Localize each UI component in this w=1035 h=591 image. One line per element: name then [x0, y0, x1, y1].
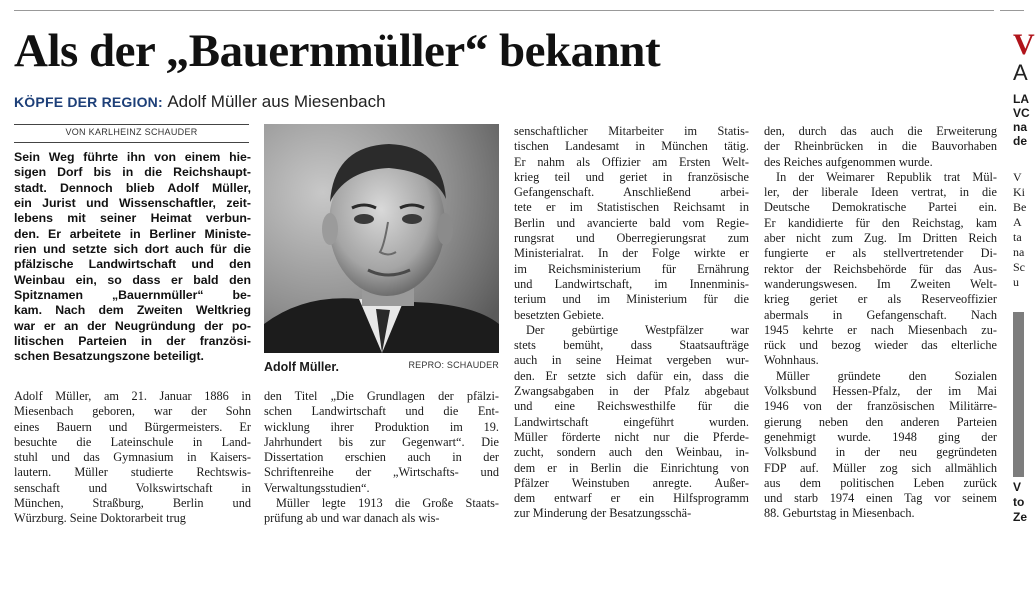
text-line: stadt. Dennoch blieb Adolf Müller,	[14, 180, 251, 195]
kicker	[14, 92, 386, 112]
next-headline-dark: A	[1013, 60, 1028, 85]
next-article-text: VC	[1013, 106, 1030, 120]
text-line: 1946 von der französischen Militärre-	[764, 399, 997, 414]
text-line: stuhl und das Gymnasium in Kaisers-	[14, 450, 251, 465]
text-line: Miesenbach geboren, war der Sohn	[14, 404, 251, 419]
photo-credit: REPRO: SCHAUDER	[408, 360, 499, 370]
text-line: eines Bauern und Bürgermeisters. Er	[14, 419, 251, 434]
text-line: Landwirtschaft eingeführt wurden.	[514, 414, 749, 429]
text-line: schen Landwirtschaft und die Ent-	[264, 404, 499, 419]
text-line: FDP auf. Müller zog sich allmählich	[764, 460, 997, 475]
text-line: Gefangenschaft. Anschließend arbei-	[514, 185, 749, 200]
text-line: rungsrat und Oberregierungsrat zum	[514, 231, 749, 246]
text-line: ler, der liberale Ideen vertrat, in die	[764, 185, 997, 200]
text-line: dem entwarf er ein Hilfsprogramm	[514, 491, 749, 506]
next-article-text: Ki	[1013, 185, 1025, 199]
text-line: und eine Reichswesthilfe für die	[514, 399, 749, 414]
text-line: Verwaltungsstudien“.	[264, 480, 370, 495]
text-line: aber nicht zum Zug. Im Dritten Reich	[764, 231, 997, 246]
portrait-image	[264, 124, 499, 353]
text-line: schen Besatzungszone beteiligt.	[14, 349, 204, 364]
next-article-text: na	[1013, 245, 1025, 259]
text-line: und Landwirtschaft, im Innenminis-	[514, 276, 749, 291]
text-line: krieg geriet er als Reserveoffizier	[764, 292, 997, 307]
text-line: den. Er setzte sich dafür ein, dass die	[514, 368, 749, 383]
text-line: wicklung ihrer Produktion im 19.	[264, 419, 499, 434]
text-line: ein Jurist und Wissenschaftler, zeit-	[14, 196, 251, 211]
text-line: Ministerialrat. In der Folge wirkte er	[514, 246, 749, 261]
lead-paragraph	[14, 150, 251, 365]
text-line: den, durch das auch die Erweiterung	[764, 124, 997, 138]
next-article-text: Ze	[1013, 510, 1028, 524]
text-line: Sein Weg führte ihn von einem hie-	[14, 150, 251, 164]
headline: Als der „Bauernmüller“ bekannt	[14, 25, 661, 77]
byline-rule-bottom	[14, 142, 249, 143]
text-line: zur Minderung der Besatzungsschä-	[514, 506, 692, 521]
text-line: krieg teil und geriet in französische	[514, 169, 749, 184]
text-line: Müller förderte nicht nur die Pferde-	[514, 429, 749, 444]
text-line: Pfälzer Weinstuben anregte. Außer-	[514, 475, 749, 490]
text-line: Zwangsabgaben in der Pfalz abgebaut	[514, 384, 749, 399]
text-line: Deutsche Demokratische Partei ein.	[764, 200, 997, 215]
text-line: Der gebürtige Westpfälzer war	[526, 322, 749, 337]
text-line: Dissertation erschien auch in der	[264, 450, 499, 465]
text-line: war er an der Neugründung der po-	[14, 318, 251, 333]
text-line: Er nahm als Offizier am Ersten Welt-	[514, 154, 749, 169]
text-line: besuchte die Lateinschule in Land-	[14, 434, 251, 449]
text-line: Berlin und avancierte bald vom Regie-	[514, 215, 749, 230]
text-line: lautern. Müller studierte Rechtswis-	[14, 465, 251, 480]
text-line: 88. Geburtstag in Miesenbach.	[764, 506, 915, 521]
body-column-1	[14, 389, 251, 527]
text-line: wanderungswesen. Im Zweiten Welt-	[764, 276, 997, 291]
text-line: dem er in Berlin die Einrichtung von	[514, 460, 749, 475]
text-line: stets bemüht, dass Staatsaufträge	[514, 338, 749, 353]
text-line: der Rheinbrücken in die Bauvorhaben	[764, 139, 997, 154]
text-line: Adolf Müller, am 21. Januar 1886 in	[14, 389, 251, 403]
next-article-text: ta	[1013, 230, 1022, 244]
next-article-text: Be	[1013, 200, 1027, 214]
next-article-text: de	[1013, 134, 1028, 148]
next-article-text: V	[1013, 170, 1022, 184]
text-line: Müller gründete den Sozialen	[776, 368, 997, 383]
photo-caption	[264, 358, 499, 376]
next-article-rule	[1000, 10, 1024, 11]
text-line: litischen Parteien in der französi-	[14, 334, 251, 349]
next-article-text: LA	[1013, 92, 1029, 106]
text-line: Jahrhundert bis zur Gegenwart“. Die	[264, 434, 499, 449]
byline: VON KARLHEINZ SCHAUDER	[65, 127, 198, 137]
text-line: Volksbund Hessen-Pfalz, der im Mai	[764, 384, 997, 399]
text-line: terium und im Ministerium für die	[514, 292, 749, 307]
text-line: genehmigt wurde. 1948 ging der	[764, 429, 997, 444]
text-line: rien und setzte sich dort auch für die	[14, 242, 251, 257]
text-line: lebens mit seiner Heimat verbun-	[14, 211, 251, 226]
body-column-4	[764, 124, 997, 522]
text-line: gierung neben den anderen Parteien	[764, 414, 997, 429]
text-line: Er kandidierte für den Reichstag, kam	[764, 215, 997, 230]
text-line: den Titel „Die Grundlagen der pfälzi-	[264, 389, 499, 403]
text-line: zucht, sondern auch den Weinbau, in-	[514, 445, 749, 460]
text-line: tischen Landesamt in München tätig.	[514, 139, 749, 154]
text-line: abermals in Gefangenschaft. Nach	[764, 307, 997, 322]
portrait-photo	[264, 124, 499, 353]
next-headline-red: V	[1013, 28, 1035, 61]
text-line: fungierte er als stellvertretender Di-	[764, 246, 997, 261]
kicker-label: KÖPFE DER REGION:	[14, 94, 163, 110]
next-photo	[1013, 312, 1024, 477]
text-line: prüfung ab und war danach als wis-	[264, 511, 440, 526]
next-article-text: to	[1013, 495, 1025, 509]
text-line: des Reiches aufgenommen wurde.	[764, 154, 933, 169]
text-line: auch in seine Heimat vergeben wur-	[514, 353, 749, 368]
text-line: Schriftenreihe der „Wirtschafts- und	[264, 465, 499, 480]
next-article-text: u	[1013, 275, 1019, 289]
text-line: In der Weimarer Republik trat Mül-	[776, 169, 997, 184]
text-line: München, Straßburg, Berlin und	[14, 496, 251, 511]
caption-name: Adolf Müller.	[264, 360, 339, 374]
top-rule	[14, 10, 994, 11]
text-line: den. Er arbeitete in Berliner Ministe-	[14, 226, 251, 241]
text-line: im Reichsministerium für Ernährung	[514, 261, 749, 276]
text-line: und starb 1974 einen Tag vor seinem	[764, 491, 997, 506]
text-line: Würzburg. Seine Doktorarbeit trug	[14, 511, 186, 526]
text-line: Müller legte 1913 die Große Staats-	[276, 496, 499, 511]
text-line: rück und bezog wieder das elterliche	[764, 338, 997, 353]
text-line: 1945 kehrte er nach Miesenbach zu-	[764, 322, 997, 337]
text-line: pfälzische Landwirtschaft und den	[14, 257, 251, 272]
text-line: senschaft und Volkswirtschaft in	[14, 480, 251, 495]
text-line: kam. Nach dem Zweiten Weltkrieg	[14, 303, 251, 318]
text-line: rektor der Reichsbehörde für das Aus-	[764, 261, 997, 276]
text-line: tete er im Statistischen Reichsamt in	[514, 200, 749, 215]
next-article-text: Sc	[1013, 260, 1025, 274]
body-column-2	[264, 389, 499, 527]
body-column-3	[514, 124, 749, 522]
next-article-text: A	[1013, 215, 1022, 229]
text-line: aus dem politischen Leben zurück	[764, 475, 997, 490]
text-line: Volksbund in der neu gegründeten	[764, 445, 997, 460]
next-article-text: V	[1013, 480, 1022, 494]
text-line: Wohnhaus.	[764, 353, 819, 368]
text-line: senschaftlicher Mitarbeiter im Statis-	[514, 124, 749, 138]
text-line: besetzten Gebiete.	[514, 307, 605, 322]
byline-rule-top	[14, 124, 249, 125]
kicker-title: Adolf Müller aus Miesenbach	[167, 92, 386, 111]
text-line: sigen Dorf bis in die Reichshaupt-	[14, 165, 251, 180]
text-line: Weinbau ein, so dass er bald den	[14, 272, 251, 287]
text-line: Spitznamen „Bauernmüller“ be-	[14, 288, 251, 303]
next-article-text: na	[1013, 120, 1028, 134]
